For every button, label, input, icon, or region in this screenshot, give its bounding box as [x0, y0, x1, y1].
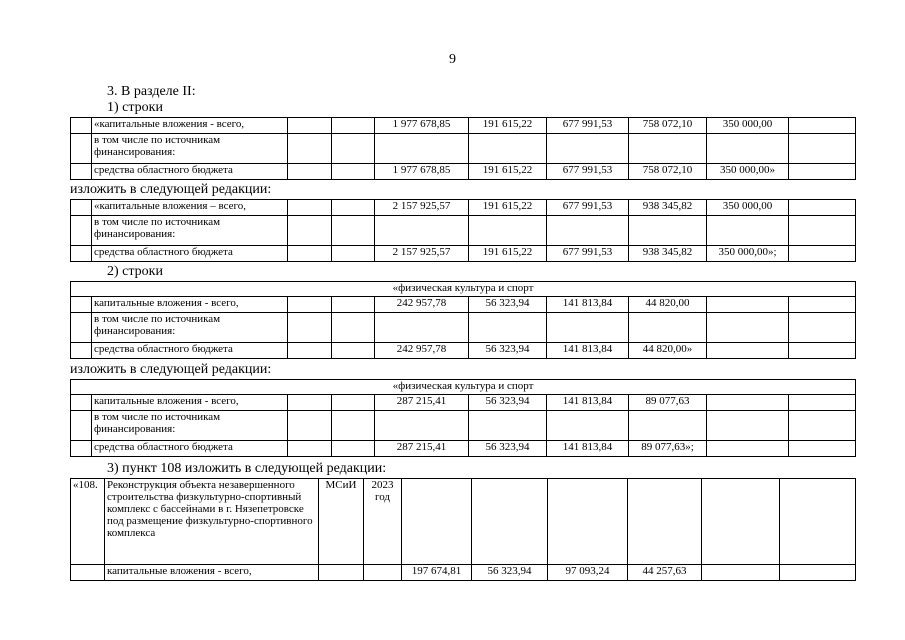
table-cell: Реконструкция объекта незавершенного строительства физкультурно-спортивный комплекс с бассейнами в г. Нязепетровске под размещение физкультурно-спортивного комплекса [105, 479, 319, 565]
table-cell: 56 323,94 [469, 395, 547, 411]
table-cell [332, 246, 375, 262]
table-cell: 1 977 678,85 [375, 118, 469, 134]
table-cell [332, 441, 375, 457]
table-cell: 242 957,78 [375, 343, 469, 359]
table-cell [547, 134, 629, 164]
table-cell [332, 134, 375, 164]
table-cell: 44 257,63 [628, 565, 702, 581]
table-2 [70, 199, 856, 262]
table-section-header: «физическая культура и спорт [71, 282, 856, 297]
table-cell [789, 164, 856, 180]
table-cell [469, 313, 547, 343]
table-cell: 44 820,00 [629, 297, 707, 313]
table-cell [332, 313, 375, 343]
table-cell: 89 077,63»; [629, 441, 707, 457]
table-cell [332, 200, 375, 216]
table-cell [707, 395, 789, 411]
table-cell: капитальные вложения - всего, [105, 565, 319, 581]
table-cell: 197 674,81 [402, 565, 472, 581]
table-cell [789, 200, 856, 216]
table-cell [71, 297, 92, 313]
table-cell: 758 072,10 [629, 164, 707, 180]
table-cell [288, 395, 332, 411]
table-cell [288, 118, 332, 134]
table-cell: средства областного бюджета [92, 343, 288, 359]
table-cell [629, 134, 707, 164]
table-cell [469, 411, 547, 441]
table-cell [288, 134, 332, 164]
table-cell [472, 479, 548, 565]
table-cell [71, 343, 92, 359]
table-cell [375, 313, 469, 343]
table-cell [364, 565, 402, 581]
table-cell: 287 215,41 [375, 395, 469, 411]
table-cell [71, 246, 92, 262]
table-cell [469, 216, 547, 246]
table-cell [71, 164, 92, 180]
table-cell [288, 246, 332, 262]
table-cell [789, 246, 856, 262]
table-cell [789, 441, 856, 457]
table-cell [789, 118, 856, 134]
table-cell [332, 118, 375, 134]
table-cell [288, 200, 332, 216]
table-3 [70, 281, 856, 359]
table-cell: «капитальные вложения - всего, [92, 118, 288, 134]
table-cell: средства областного бюджета [92, 164, 288, 180]
table-5 [70, 478, 856, 581]
table-cell: МСиИ [319, 479, 364, 565]
section-heading: 3. В разделе II: [107, 84, 196, 99]
table-cell [628, 479, 702, 565]
table-cell [375, 134, 469, 164]
table-cell [789, 313, 856, 343]
table-cell: 350 000,00 [707, 118, 789, 134]
table-cell [547, 216, 629, 246]
table-cell [629, 216, 707, 246]
table-section-header: «физическая культура и спорт [71, 380, 856, 395]
table-cell: 2 157 925,57 [375, 246, 469, 262]
table-cell: 44 820,00» [629, 343, 707, 359]
table-cell [707, 216, 789, 246]
table-cell: 141 813,84 [547, 441, 629, 457]
table-cell [707, 411, 789, 441]
table-cell [71, 216, 92, 246]
table-cell [71, 565, 105, 581]
table-cell: 677 991,53 [547, 164, 629, 180]
table-cell [71, 411, 92, 441]
table-cell: в том числе по источникам финансирования: [92, 134, 288, 164]
table-cell: 56 323,94 [472, 565, 548, 581]
table-cell [707, 343, 789, 359]
table-cell [789, 411, 856, 441]
table-cell [332, 395, 375, 411]
table-cell [707, 441, 789, 457]
table-cell [629, 313, 707, 343]
table-cell [707, 297, 789, 313]
table-cell: 938 345,82 [629, 200, 707, 216]
item-3-label: 3) пункт 108 изложить в следующей редакции: [107, 461, 387, 476]
table-cell: 677 991,53 [547, 246, 629, 262]
table-cell: 287 215,41 [375, 441, 469, 457]
table-cell: 350 000,00»; [707, 246, 789, 262]
table-cell [702, 565, 780, 581]
table-cell [71, 118, 92, 134]
table-cell: средства областного бюджета [92, 246, 288, 262]
table-4 [70, 379, 856, 457]
table-cell [547, 411, 629, 441]
page-number: 9 [449, 52, 456, 67]
table-cell [375, 411, 469, 441]
table-cell: в том числе по источникам финансирования: [92, 411, 288, 441]
table-cell [789, 395, 856, 411]
table-cell: 2023 год [364, 479, 402, 565]
table-cell [332, 216, 375, 246]
table-cell: в том числе по источникам финансирования: [92, 313, 288, 343]
table-cell [288, 216, 332, 246]
table-cell [288, 343, 332, 359]
table-cell [71, 313, 92, 343]
table-cell: 56 323,94 [469, 297, 547, 313]
table-cell: 97 093,24 [548, 565, 628, 581]
table-cell: «108. [71, 479, 105, 565]
table-cell [71, 134, 92, 164]
table-cell [319, 565, 364, 581]
table-cell [332, 297, 375, 313]
table-cell [707, 134, 789, 164]
table-cell [702, 479, 780, 565]
table-cell [780, 479, 856, 565]
table-cell [789, 134, 856, 164]
table-cell: средства областного бюджета [92, 441, 288, 457]
table-cell [469, 134, 547, 164]
table-cell: в том числе по источникам финансирования: [92, 216, 288, 246]
table-cell: капитальные вложения - всего, [92, 395, 288, 411]
item-2-label: 2) строки [107, 264, 163, 279]
table-cell: 938 345,82 [629, 246, 707, 262]
table-cell [789, 297, 856, 313]
table-cell: 677 991,53 [547, 118, 629, 134]
table-cell [71, 395, 92, 411]
table-cell: 141 813,84 [547, 395, 629, 411]
table-cell [402, 479, 472, 565]
table-cell: капитальные вложения - всего, [92, 297, 288, 313]
table-cell: 191 615,22 [469, 246, 547, 262]
table-cell: 2 157 925,57 [375, 200, 469, 216]
table-cell: 350 000,00 [707, 200, 789, 216]
table-cell [547, 313, 629, 343]
table-cell [332, 411, 375, 441]
table-cell [789, 343, 856, 359]
redaction-label: изложить в следующей редакции: [70, 362, 272, 377]
table-cell [288, 164, 332, 180]
table-cell [288, 411, 332, 441]
table-cell: 89 077,63 [629, 395, 707, 411]
table-cell: 677 991,53 [547, 200, 629, 216]
table-cell [375, 216, 469, 246]
table-1 [70, 117, 856, 180]
redaction-label: изложить в следующей редакции: [70, 182, 272, 197]
table-cell [288, 313, 332, 343]
table-cell [288, 441, 332, 457]
table-cell [71, 200, 92, 216]
table-cell: 350 000,00» [707, 164, 789, 180]
table-cell: «капитальные вложения – всего, [92, 200, 288, 216]
table-cell: 1 977 678,85 [375, 164, 469, 180]
table-cell [332, 343, 375, 359]
table-cell [780, 565, 856, 581]
table-cell [288, 297, 332, 313]
table-cell [707, 313, 789, 343]
table-cell: 56 323,94 [469, 441, 547, 457]
table-cell: 191 615,22 [469, 164, 547, 180]
table-cell: 56 323,94 [469, 343, 547, 359]
item-1-label: 1) строки [107, 100, 163, 115]
table-cell [789, 216, 856, 246]
table-cell [548, 479, 628, 565]
table-cell: 242 957,78 [375, 297, 469, 313]
table-cell [71, 441, 92, 457]
table-cell: 758 072,10 [629, 118, 707, 134]
table-cell: 141 813,84 [547, 297, 629, 313]
table-cell: 191 615,22 [469, 118, 547, 134]
table-cell [629, 411, 707, 441]
table-cell: 141 813,84 [547, 343, 629, 359]
table-cell: 191 615,22 [469, 200, 547, 216]
table-cell [332, 164, 375, 180]
